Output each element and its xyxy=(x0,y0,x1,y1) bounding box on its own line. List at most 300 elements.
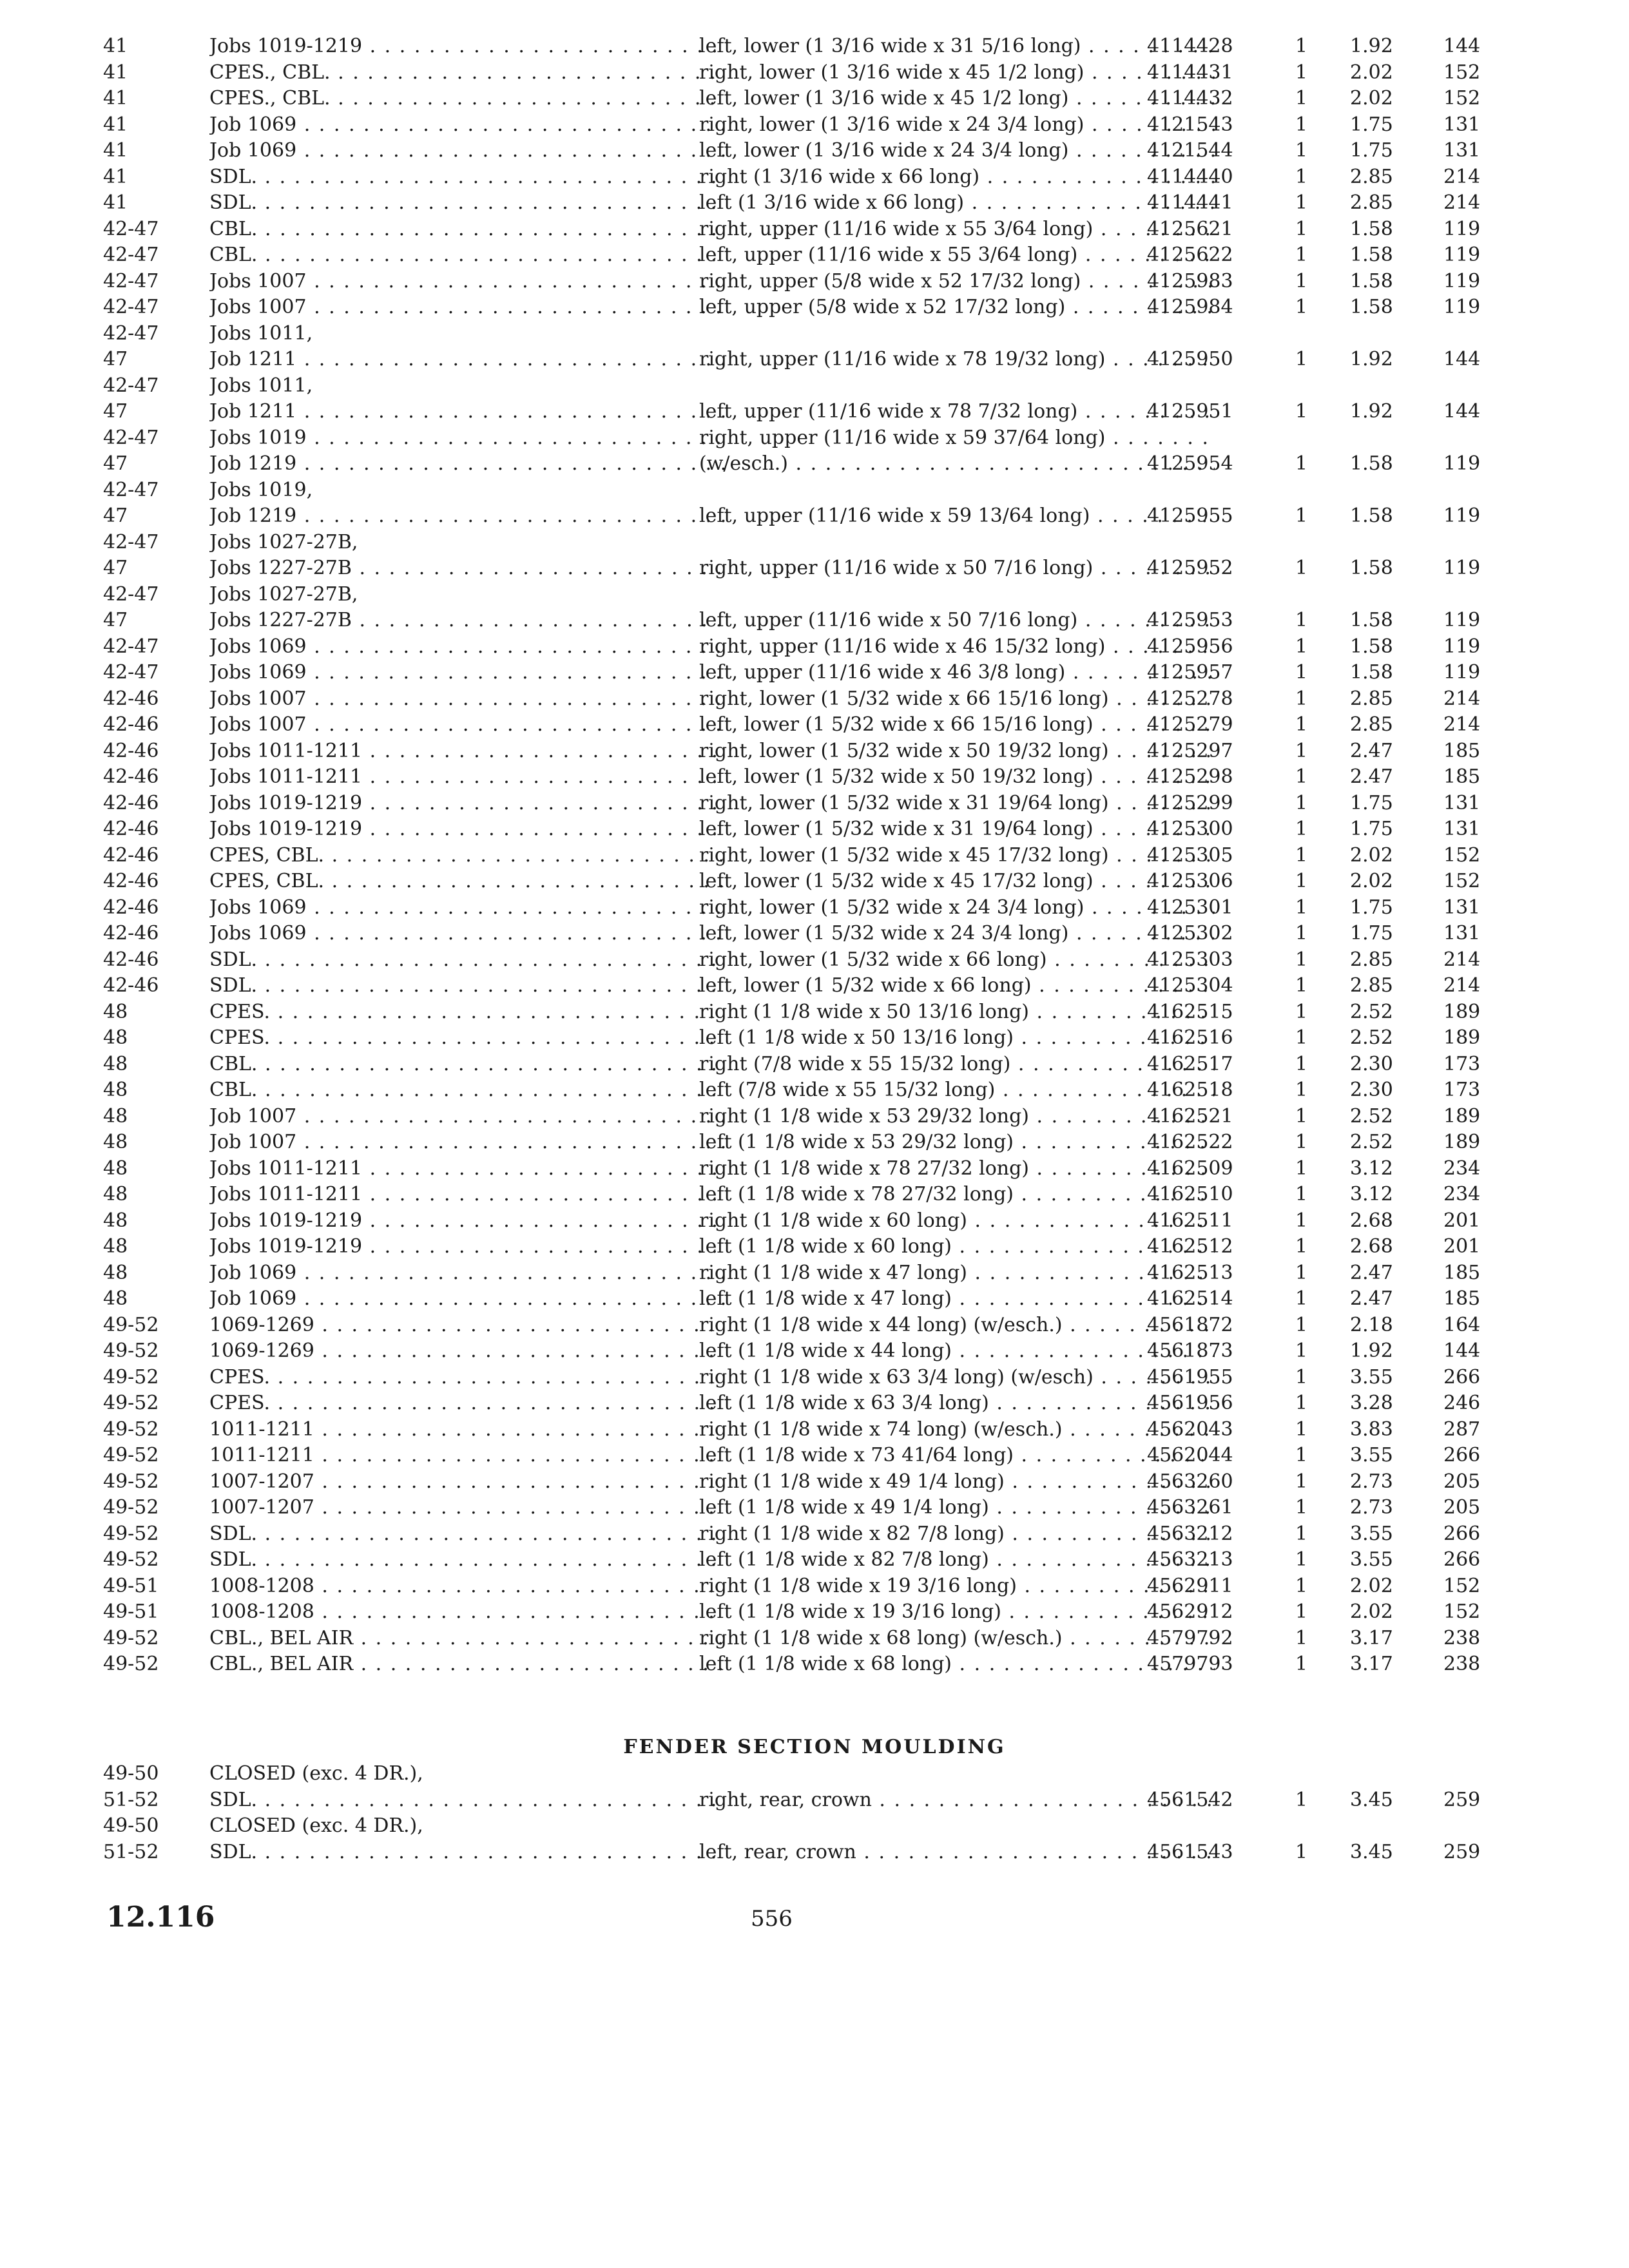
table-row xyxy=(103,1156,1508,1182)
model-cell: CPES, CBL. . . . xyxy=(209,843,725,869)
list-cell: 234 xyxy=(1443,1183,1481,1206)
model-cell: 1011-1211 . . . xyxy=(209,1443,725,1469)
price-cell: 2.52 xyxy=(1350,1131,1393,1153)
description-cell: (w/esch.) . . . xyxy=(699,451,1215,477)
table-row xyxy=(103,503,1508,530)
year-cell: 49-52 xyxy=(103,1313,159,1336)
part-number-cell: 4162510 xyxy=(1147,1183,1233,1206)
table-row xyxy=(103,1286,1508,1312)
description-cell: left (7/8 wide x 55 15/32 long) . . . xyxy=(699,1077,1215,1104)
part-number-cell: 4162513 xyxy=(1147,1261,1233,1284)
price-cell: 2.47 xyxy=(1350,739,1393,762)
part-number-cell: 4114428 xyxy=(1147,35,1233,57)
year-cell: 49-50 xyxy=(103,1762,159,1785)
description-cell: left, lower (1 5/32 wide x 66 15/16 long) . . . xyxy=(699,712,1215,738)
year-cell: 42-46 xyxy=(103,687,159,710)
quantity-cell: 1 xyxy=(1295,870,1308,892)
model-cell: Jobs 1069 . . . xyxy=(209,895,725,921)
description-cell: left, lower (1 5/32 wide x 31 19/64 long) . . . xyxy=(699,816,1215,843)
price-cell: 2.30 xyxy=(1350,1052,1393,1075)
quantity-cell: 1 xyxy=(1295,1157,1308,1180)
section-number: 12.116 xyxy=(106,1901,215,1934)
list-cell: 152 xyxy=(1443,61,1481,84)
table-row xyxy=(103,921,1508,947)
quantity-cell: 1 xyxy=(1295,269,1308,293)
year-cell: 42-46 xyxy=(103,974,159,997)
model-cell: Jobs 1019-1219 . . . xyxy=(209,816,725,843)
year-cell: 47 xyxy=(103,557,128,579)
list-cell: 185 xyxy=(1443,765,1481,788)
price-cell: 2.85 xyxy=(1350,165,1393,188)
table-row xyxy=(103,347,1508,373)
part-number-cell: 4162521 xyxy=(1147,1104,1233,1128)
year-cell: 42-46 xyxy=(103,791,159,814)
price-cell: 2.85 xyxy=(1350,191,1393,214)
part-number-cell: 4125297 xyxy=(1147,739,1233,762)
list-cell: 144 xyxy=(1443,1340,1481,1362)
description-cell: right, lower (1 3/16 wide x 24 3/4 long) . . . xyxy=(699,112,1215,139)
part-number-cell: 4562912 xyxy=(1147,1600,1233,1623)
model-cell: Job 1069 . . . xyxy=(209,1286,725,1312)
table-row xyxy=(103,686,1508,713)
part-number-cell: 4125300 xyxy=(1147,818,1233,840)
list-cell: 214 xyxy=(1443,165,1481,188)
part-number-cell: 4162511 xyxy=(1147,1209,1233,1232)
year-cell: 49-51 xyxy=(103,1574,159,1597)
quantity-cell: 1 xyxy=(1295,1522,1308,1545)
table-row xyxy=(103,1787,1508,1814)
quantity-cell: 1 xyxy=(1295,765,1308,788)
quantity-cell: 1 xyxy=(1295,843,1308,867)
description-cell: right (1 3/16 wide x 66 long) . . . xyxy=(699,164,1215,191)
year-cell: 49-52 xyxy=(103,1340,159,1362)
list-cell: 119 xyxy=(1443,452,1481,475)
model-cell: CPES. . . . xyxy=(209,1025,725,1052)
list-cell: 201 xyxy=(1443,1209,1481,1232)
description-cell: left (1 1/8 wide x 49 1/4 long) . . . xyxy=(699,1495,1215,1521)
year-cell: 47 xyxy=(103,348,128,370)
price-cell: 2.02 xyxy=(1350,1574,1393,1597)
table-row xyxy=(103,634,1508,660)
quantity-cell: 1 xyxy=(1295,1840,1308,1863)
table-row xyxy=(103,1234,1508,1260)
price-cell: 3.55 xyxy=(1350,1365,1393,1389)
year-cell: 42-46 xyxy=(103,896,159,919)
part-number-cell: 4114431 xyxy=(1147,61,1233,84)
model-cell: Job 1007 . . . xyxy=(209,1129,725,1156)
description-cell: left (1 1/8 wide x 44 long) . . . xyxy=(699,1338,1215,1365)
part-number-cell: 4563261 xyxy=(1147,1496,1233,1519)
price-cell: 2.68 xyxy=(1350,1235,1393,1258)
price-cell: 2.85 xyxy=(1350,948,1393,971)
year-cell: 49-52 xyxy=(103,1496,159,1519)
model-cell: SDL. . . . xyxy=(209,1840,725,1866)
list-cell: 119 xyxy=(1443,635,1481,658)
table-row xyxy=(103,1443,1508,1469)
quantity-cell: 1 xyxy=(1295,818,1308,840)
model-cell: 1007-1207 . . . xyxy=(209,1469,725,1495)
year-cell: 48 xyxy=(103,1209,128,1232)
price-cell: 2.02 xyxy=(1350,843,1393,867)
list-cell: 205 xyxy=(1443,1496,1481,1519)
model-cell: CBL. . . . xyxy=(209,1052,725,1078)
description-cell: left, rear, crown . . . xyxy=(699,1840,1215,1866)
table-row xyxy=(103,1417,1508,1443)
model-cell: Jobs 1011-1211 . . . xyxy=(209,1182,725,1208)
parts-table xyxy=(103,34,1508,1678)
year-cell: 48 xyxy=(103,1157,128,1180)
year-cell: 42-47 xyxy=(103,426,159,449)
price-cell: 2.52 xyxy=(1350,1000,1393,1023)
table-row xyxy=(103,1547,1508,1573)
part-number-cell: 4162517 xyxy=(1147,1052,1233,1075)
description-cell: left (1 3/16 wide x 66 long) . . . xyxy=(699,190,1215,216)
quantity-cell: 1 xyxy=(1295,635,1308,658)
quantity-cell: 1 xyxy=(1295,139,1308,162)
year-cell: 42-47 xyxy=(103,217,159,240)
part-number-cell: 4162515 xyxy=(1147,1000,1233,1023)
model-cell: Jobs 1019-1219 . . . xyxy=(209,1208,725,1235)
price-cell: 1.58 xyxy=(1350,452,1393,475)
year-cell: 49-52 xyxy=(103,1418,159,1441)
part-number-cell: 4114441 xyxy=(1147,191,1233,214)
year-cell: 42-46 xyxy=(103,713,159,736)
table-row xyxy=(103,608,1508,634)
description-cell: left (1 1/8 wide x 82 7/8 long) . . . xyxy=(699,1547,1215,1573)
year-cell: 42-47 xyxy=(103,296,159,318)
price-cell: 2.47 xyxy=(1350,1261,1393,1284)
year-cell: 48 xyxy=(103,1000,128,1023)
price-cell: 3.12 xyxy=(1350,1183,1393,1206)
model-cell: CPES. . . . xyxy=(209,1365,725,1391)
description-cell: right, upper (11/16 wide x 55 3/64 long) . . . xyxy=(699,216,1215,243)
list-cell: 119 xyxy=(1443,557,1481,579)
list-cell: 189 xyxy=(1443,1000,1481,1023)
price-cell: 3.17 xyxy=(1350,1653,1393,1675)
model-cell: Job 1219 . . . xyxy=(209,451,725,477)
table-row xyxy=(103,321,1508,347)
part-number-cell: 4561955 xyxy=(1147,1365,1233,1389)
description-cell: right (1 1/8 wide x 50 13/16 long) . . . xyxy=(699,999,1215,1026)
part-number-cell: 4162512 xyxy=(1147,1235,1233,1258)
quantity-cell: 1 xyxy=(1295,1444,1308,1466)
list-cell: 214 xyxy=(1443,191,1481,214)
list-cell: 119 xyxy=(1443,505,1481,527)
part-number-cell: 4125984 xyxy=(1147,296,1233,318)
description-cell: right, lower (1 3/16 wide x 45 1/2 long) . . . xyxy=(699,60,1215,86)
year-cell: 49-52 xyxy=(103,1653,159,1675)
list-cell: 266 xyxy=(1443,1365,1481,1389)
year-cell: 49-52 xyxy=(103,1365,159,1389)
list-cell: 173 xyxy=(1443,1079,1481,1101)
price-cell: 3.45 xyxy=(1350,1788,1393,1811)
year-cell: 42-46 xyxy=(103,765,159,788)
table-row xyxy=(103,738,1508,765)
price-cell: 2.73 xyxy=(1350,1496,1393,1519)
table-row xyxy=(103,1626,1508,1652)
model-cell: 1069-1269 . . . xyxy=(209,1338,725,1365)
table-row xyxy=(103,1129,1508,1156)
quantity-cell: 1 xyxy=(1295,1313,1308,1336)
list-cell: 185 xyxy=(1443,1287,1481,1310)
description-cell: left (1 1/8 wide x 63 3/4 long) . . . xyxy=(699,1390,1215,1417)
part-number-cell: 4162518 xyxy=(1147,1079,1233,1101)
table-row xyxy=(103,895,1508,921)
list-cell: 152 xyxy=(1443,1600,1481,1623)
model-cell: CLOSED (exc. 4 DR.), xyxy=(209,1762,423,1785)
part-number-cell: 4125951 xyxy=(1147,400,1233,423)
year-cell: 51-52 xyxy=(103,1840,159,1863)
table-row xyxy=(103,1052,1508,1078)
part-number-cell: 4125278 xyxy=(1147,687,1233,710)
quantity-cell: 1 xyxy=(1295,1287,1308,1310)
table-row xyxy=(103,869,1508,895)
price-cell: 1.58 xyxy=(1350,661,1393,684)
model-cell: Jobs 1227-27B . . . xyxy=(209,555,725,582)
quantity-cell: 1 xyxy=(1295,1653,1308,1675)
quantity-cell: 1 xyxy=(1295,35,1308,57)
model-cell: Jobs 1011, xyxy=(209,374,313,397)
price-cell: 2.02 xyxy=(1350,61,1393,84)
table-row xyxy=(103,582,1508,608)
model-cell: SDL. . . . xyxy=(209,1547,725,1573)
model-cell: 1007-1207 . . . xyxy=(209,1495,725,1521)
year-cell: 42-47 xyxy=(103,661,159,684)
year-cell: 42-46 xyxy=(103,739,159,762)
list-cell: 131 xyxy=(1443,113,1481,136)
part-number-cell: 4561872 xyxy=(1147,1313,1233,1336)
table-row xyxy=(103,1077,1508,1104)
table-row xyxy=(103,34,1508,60)
model-cell: Job 1069 . . . xyxy=(209,138,725,164)
part-number-cell: 4121544 xyxy=(1147,139,1233,162)
quantity-cell: 1 xyxy=(1295,739,1308,762)
list-cell: 164 xyxy=(1443,1313,1481,1336)
part-number-cell: 4561873 xyxy=(1147,1340,1233,1362)
year-cell: 42-46 xyxy=(103,922,159,945)
price-cell: 2.52 xyxy=(1350,1104,1393,1128)
table-row xyxy=(103,816,1508,843)
year-cell: 41 xyxy=(103,35,128,57)
model-cell: Job 1007 . . . xyxy=(209,1104,725,1130)
list-cell: 185 xyxy=(1443,739,1481,762)
table-row xyxy=(103,973,1508,999)
table-row xyxy=(103,164,1508,191)
description-cell: left (1 1/8 wide x 19 3/16 long) . . . xyxy=(699,1599,1215,1626)
quantity-cell: 1 xyxy=(1295,1079,1308,1101)
price-cell: 1.58 xyxy=(1350,217,1393,240)
year-cell: 41 xyxy=(103,113,128,136)
quantity-cell: 1 xyxy=(1295,1365,1308,1389)
description-cell: left (1 1/8 wide x 60 long) . . . xyxy=(699,1234,1215,1260)
quantity-cell: 1 xyxy=(1295,974,1308,997)
description-cell: left, upper (5/8 wide x 52 17/32 long) . . . xyxy=(699,294,1215,321)
description-cell: right (1 1/8 wide x 47 long) . . . xyxy=(699,1260,1215,1287)
table-row xyxy=(103,555,1508,582)
description-cell: left, upper (11/16 wide x 50 7/16 long) . . . xyxy=(699,608,1215,634)
list-cell: 189 xyxy=(1443,1026,1481,1049)
model-cell: 1011-1211 . . . xyxy=(209,1417,725,1443)
model-cell: Job 1211 . . . xyxy=(209,347,725,373)
year-cell: 41 xyxy=(103,191,128,214)
model-cell: Jobs 1007 . . . xyxy=(209,269,725,295)
year-cell: 41 xyxy=(103,139,128,162)
part-number-cell: 4562044 xyxy=(1147,1444,1233,1466)
list-cell: 144 xyxy=(1443,348,1481,370)
model-cell: Jobs 1019-1219 . . . xyxy=(209,1234,725,1260)
description-cell: right (1 1/8 wide x 49 1/4 long) . . . xyxy=(699,1469,1215,1495)
list-cell: 144 xyxy=(1443,35,1481,57)
year-cell: 47 xyxy=(103,452,128,475)
quantity-cell: 1 xyxy=(1295,1261,1308,1284)
list-cell: 131 xyxy=(1443,818,1481,840)
year-cell: 48 xyxy=(103,1026,128,1049)
part-number-cell: 4125953 xyxy=(1147,609,1233,631)
list-cell: 152 xyxy=(1443,843,1481,867)
table-row xyxy=(103,190,1508,216)
price-cell: 1.58 xyxy=(1350,269,1393,293)
part-number-cell: 4125299 xyxy=(1147,791,1233,814)
quantity-cell: 1 xyxy=(1295,1052,1308,1075)
quantity-cell: 1 xyxy=(1295,922,1308,945)
model-cell: Jobs 1069 . . . xyxy=(209,660,725,686)
year-cell: 47 xyxy=(103,400,128,423)
model-cell: Job 1069 . . . xyxy=(209,112,725,139)
list-cell: 131 xyxy=(1443,791,1481,814)
price-cell: 3.45 xyxy=(1350,1840,1393,1863)
quantity-cell: 1 xyxy=(1295,1209,1308,1232)
year-cell: 42-47 xyxy=(103,635,159,658)
year-cell: 49-52 xyxy=(103,1626,159,1649)
year-cell: 42-47 xyxy=(103,478,159,501)
list-cell: 234 xyxy=(1443,1157,1481,1180)
year-cell: 48 xyxy=(103,1079,128,1101)
quantity-cell: 1 xyxy=(1295,165,1308,188)
year-cell: 49-52 xyxy=(103,1392,159,1414)
quantity-cell: 1 xyxy=(1295,1470,1308,1493)
page-number: 556 xyxy=(751,1906,793,1932)
table-row xyxy=(103,947,1508,974)
list-cell: 131 xyxy=(1443,139,1481,162)
price-cell: 1.58 xyxy=(1350,296,1393,318)
description-cell: left, upper (11/16 wide x 59 13/64 long) . . . xyxy=(699,503,1215,530)
part-number-cell: 4125954 xyxy=(1147,452,1233,475)
description-cell: left (1 1/8 wide x 78 27/32 long) . . . xyxy=(699,1182,1215,1208)
year-cell: 49-52 xyxy=(103,1548,159,1571)
description-cell: right (1 1/8 wide x 74 long) (w/esch.) . . . xyxy=(699,1417,1215,1443)
year-cell: 48 xyxy=(103,1052,128,1075)
model-cell: Jobs 1019 . . . xyxy=(209,425,725,452)
price-cell: 2.73 xyxy=(1350,1470,1393,1493)
price-cell: 1.58 xyxy=(1350,635,1393,658)
price-cell: 1.75 xyxy=(1350,818,1393,840)
table-row xyxy=(103,843,1508,869)
part-number-cell: 4125301 xyxy=(1147,896,1233,919)
part-number-cell: 4162522 xyxy=(1147,1131,1233,1153)
model-cell: Jobs 1069 . . . xyxy=(209,921,725,947)
model-cell: Jobs 1011-1211 . . . xyxy=(209,1156,725,1182)
model-cell: Jobs 1011, xyxy=(209,322,313,345)
part-number-cell: 4125950 xyxy=(1147,348,1233,370)
fender-table xyxy=(103,1761,1508,1865)
table-row xyxy=(103,1573,1508,1600)
table-row xyxy=(103,1469,1508,1495)
list-cell: 119 xyxy=(1443,661,1481,684)
table-row xyxy=(103,425,1508,452)
model-cell: CPES., CBL. . . . xyxy=(209,86,725,112)
description-cell: left, upper (11/16 wide x 46 3/8 long) . . . xyxy=(699,660,1215,686)
description-cell: right (1 1/8 wide x 78 27/32 long) . . . xyxy=(699,1156,1215,1182)
description-cell: right, lower (1 5/32 wide x 66 long) . . . xyxy=(699,947,1215,974)
model-cell: CBL., BEL AIR . . . xyxy=(209,1651,725,1678)
description-cell: left, lower (1 3/16 wide x 45 1/2 long) . . . xyxy=(699,86,1215,112)
description-cell: left, lower (1 5/32 wide x 24 3/4 long) . . . xyxy=(699,921,1215,947)
price-cell: 3.12 xyxy=(1350,1157,1393,1180)
year-cell: 42-47 xyxy=(103,582,159,606)
model-cell: CPES, CBL. . . . xyxy=(209,869,725,895)
list-cell: 259 xyxy=(1443,1840,1481,1863)
price-cell: 1.58 xyxy=(1350,244,1393,266)
year-cell: 49-50 xyxy=(103,1814,159,1837)
description-cell: right (7/8 wide x 55 15/32 long) . . . xyxy=(699,1052,1215,1078)
table-row xyxy=(103,373,1508,399)
quantity-cell: 1 xyxy=(1295,348,1308,370)
table-row xyxy=(103,1312,1508,1339)
price-cell: 3.55 xyxy=(1350,1522,1393,1545)
price-cell: 1.75 xyxy=(1350,791,1393,814)
list-cell: 238 xyxy=(1443,1626,1481,1649)
part-number-cell: 4563213 xyxy=(1147,1548,1233,1571)
list-cell: 144 xyxy=(1443,400,1481,423)
price-cell: 2.18 xyxy=(1350,1313,1393,1336)
quantity-cell: 1 xyxy=(1295,1104,1308,1128)
description-cell: right, upper (5/8 wide x 52 17/32 long) . . . xyxy=(699,269,1215,295)
year-cell: 49-52 xyxy=(103,1444,159,1466)
part-number-cell: 4125983 xyxy=(1147,269,1233,293)
quantity-cell: 1 xyxy=(1295,244,1308,266)
price-cell: 1.75 xyxy=(1350,922,1393,945)
year-cell: 47 xyxy=(103,609,128,631)
description-cell: right (1 1/8 wide x 53 29/32 long) . . . xyxy=(699,1104,1215,1130)
model-cell: Jobs 1007 . . . xyxy=(209,712,725,738)
quantity-cell: 1 xyxy=(1295,87,1308,110)
year-cell: 42-47 xyxy=(103,269,159,293)
part-number-cell: 4125956 xyxy=(1147,635,1233,658)
description-cell: left (1 1/8 wide x 47 long) . . . xyxy=(699,1286,1215,1312)
table-row xyxy=(103,1390,1508,1417)
year-cell: 42-47 xyxy=(103,374,159,397)
part-number-cell: 4562911 xyxy=(1147,1574,1233,1597)
model-cell: 1008-1208 . . . xyxy=(209,1599,725,1626)
description-cell: right, upper (11/16 wide x 46 15/32 long) . . . xyxy=(699,634,1215,660)
part-number-cell: 4162509 xyxy=(1147,1157,1233,1180)
year-cell: 42-46 xyxy=(103,870,159,892)
quantity-cell: 1 xyxy=(1295,948,1308,971)
price-cell: 2.02 xyxy=(1350,870,1393,892)
list-cell: 189 xyxy=(1443,1104,1481,1128)
description-cell: right, lower (1 5/32 wide x 24 3/4 long) . . . xyxy=(699,895,1215,921)
description-cell: right, upper (11/16 wide x 59 37/64 long) . . . xyxy=(699,425,1215,452)
price-cell: 2.85 xyxy=(1350,974,1393,997)
part-number-cell: 4114440 xyxy=(1147,165,1233,188)
quantity-cell: 1 xyxy=(1295,400,1308,423)
quantity-cell: 1 xyxy=(1295,609,1308,631)
table-row xyxy=(103,1338,1508,1365)
list-cell: 214 xyxy=(1443,948,1481,971)
model-cell: Jobs 1007 . . . xyxy=(209,686,725,713)
table-row xyxy=(103,1761,1508,1787)
part-number-cell: 4561543 xyxy=(1147,1840,1233,1863)
